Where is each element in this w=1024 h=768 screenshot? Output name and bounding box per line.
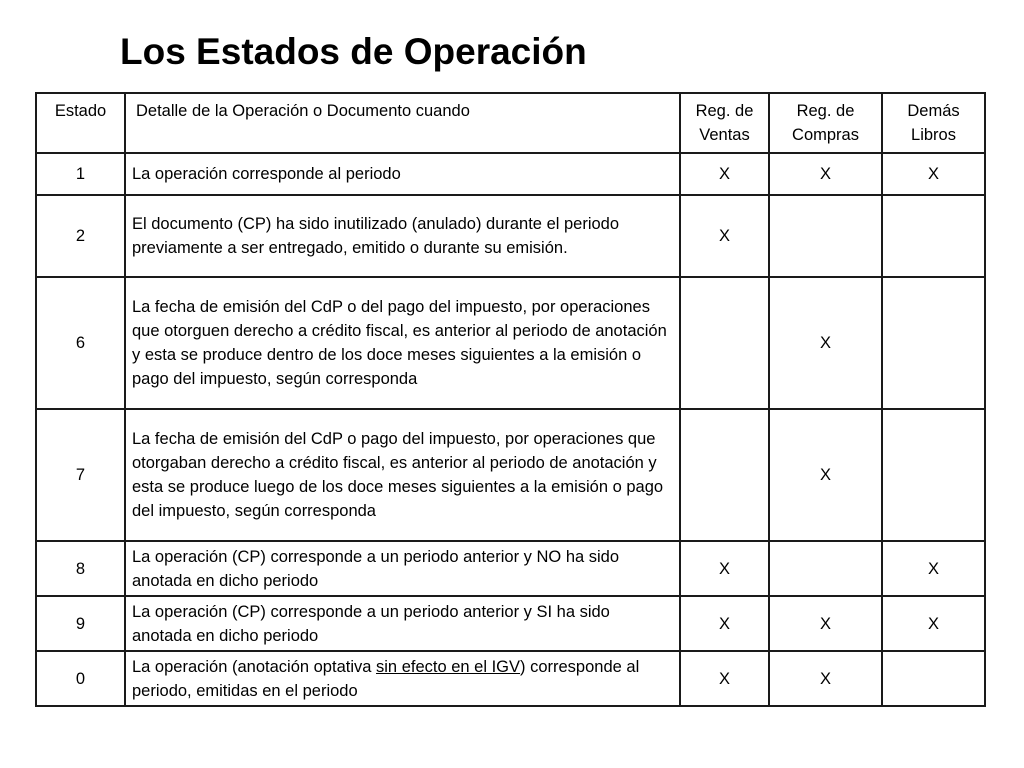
cell-detalle	[125, 651, 680, 706]
cell-detalle: La operación (CP) corresponde a un periodo anterior y SI ha sido anotada en dicho periodo	[125, 596, 680, 651]
cell-estado: 7	[36, 409, 125, 541]
cell-estado: 8	[36, 541, 125, 596]
cell-detalle: La operación corresponde al periodo	[125, 153, 680, 195]
cell-reg-ventas: X	[680, 541, 769, 596]
cell-demas-libros	[882, 195, 985, 277]
detalle-text-before: La operación (anotación optativa	[132, 657, 377, 676]
table-row	[36, 195, 985, 277]
cell-reg-compras: X	[769, 596, 882, 651]
cell-estado: 6	[36, 277, 125, 409]
cell-reg-compras: X	[769, 153, 882, 195]
cell-reg-ventas	[680, 409, 769, 541]
cell-demas-libros: X	[882, 596, 985, 651]
cell-reg-compras	[769, 541, 882, 596]
table-row	[36, 409, 985, 541]
states-table	[35, 92, 986, 707]
table-row	[36, 277, 985, 409]
cell-estado: 1	[36, 153, 125, 195]
cell-detalle: El documento (CP) ha sido inutilizado (anulado) durante el periodo previamente a ser entregado, emitido o durante su emisión.	[125, 195, 680, 277]
cell-reg-compras: X	[769, 651, 882, 706]
cell-demas-libros	[882, 277, 985, 409]
cell-reg-compras: X	[769, 277, 882, 409]
cell-estado: 2	[36, 195, 125, 277]
header-row	[36, 93, 985, 153]
detalle-text-after: ) corresponde al periodo, emitidas en el periodo	[132, 657, 640, 700]
table-row	[36, 596, 985, 651]
cell-reg-ventas: X	[680, 651, 769, 706]
page-title: Los Estados de Operación	[120, 31, 587, 72]
cell-reg-compras: X	[769, 409, 882, 541]
header-detalle: Detalle de la Operación o Documento cuando	[125, 93, 680, 153]
cell-estado: 9	[36, 596, 125, 651]
cell-demas-libros	[882, 409, 985, 541]
cell-reg-ventas: X	[680, 195, 769, 277]
cell-reg-ventas: X	[680, 596, 769, 651]
header-estado: Estado	[36, 93, 125, 153]
header-demas-libros: Demás Libros	[882, 93, 985, 153]
cell-demas-libros: X	[882, 541, 985, 596]
table-row	[36, 651, 985, 706]
cell-detalle: La fecha de emisión del CdP o del pago del impuesto, por operaciones que otorguen derecho a crédito fiscal, es anterior al periodo de anotación y esta se produce dentro de los doce meses siguientes a la emisión o pago del impuesto, según corresponda	[125, 277, 680, 409]
cell-demas-libros	[882, 651, 985, 706]
detalle-text-underlined: sin efecto en el IGV	[376, 657, 521, 676]
cell-reg-compras	[769, 195, 882, 277]
header-reg-compras: Reg. de Compras	[769, 93, 882, 153]
cell-reg-ventas	[680, 277, 769, 409]
table-row	[36, 541, 985, 596]
cell-estado: 0	[36, 651, 125, 706]
cell-reg-ventas: X	[680, 153, 769, 195]
header-reg-ventas: Reg. de Ventas	[680, 93, 769, 153]
cell-demas-libros: X	[882, 153, 985, 195]
table-row	[36, 153, 985, 195]
cell-detalle: La fecha de emisión del CdP o pago del impuesto, por operaciones que otorgaban derecho a crédito fiscal, es anterior al periodo de anotación y esta se produce luego de los doce meses siguientes a la emisión o pago del impuesto, según corresponda	[125, 409, 680, 541]
cell-detalle: La operación (CP) corresponde a un periodo anterior y NO ha sido anotada en dicho periodo	[125, 541, 680, 596]
